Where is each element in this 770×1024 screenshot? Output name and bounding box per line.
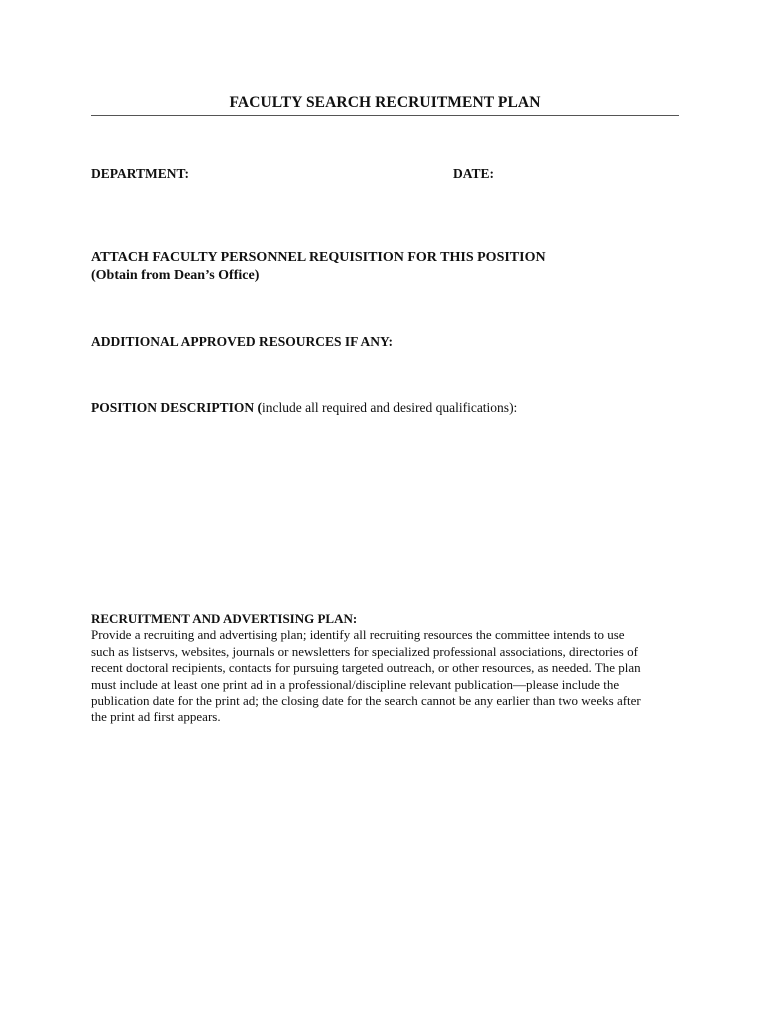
attach-requisition-section	[91, 249, 546, 285]
position-description-hint: include all required and desired qualifications):	[262, 400, 518, 415]
page-title: FACULTY SEARCH RECRUITMENT PLAN	[229, 94, 541, 111]
position-description-heading: POSITION DESCRIPTION (	[91, 400, 263, 415]
date-label: DATE:	[453, 166, 495, 181]
recruitment-plan-line: Provide a recruiting and advertising plan; identify all recruiting resources the committee intends to use	[91, 627, 625, 643]
additional-resources-label: ADDITIONAL APPROVED RESOURCES IF ANY:	[91, 334, 394, 349]
recruitment-plan-section	[91, 611, 681, 726]
attach-requisition-heading: ATTACH FACULTY PERSONNEL REQUISITION FOR THIS POSITION	[91, 250, 546, 265]
recruitment-plan-heading: RECRUITMENT AND ADVERTISING PLAN:	[91, 611, 358, 626]
recruitment-plan-line: must include at least one print ad in a professional/discipline relevant publication—please include the	[91, 676, 620, 692]
recruitment-plan-line: such as listservs, websites, journals or newsletters for specialized professional associations, directories of	[91, 643, 638, 659]
department-label: DEPARTMENT:	[91, 166, 190, 181]
recruitment-plan-line: recent doctoral recipients, contacts for pursuing targeted outreach, or other resources, as needed. The plan	[91, 660, 641, 676]
title-underline	[91, 115, 679, 116]
recruitment-plan-line: the print ad first appears.	[91, 709, 221, 725]
attach-requisition-note: (Obtain from Dean’s Office)	[91, 268, 260, 283]
position-description-label	[91, 400, 517, 416]
recruitment-plan-line: publication date for the print ad; the closing date for the search cannot be any earlier than two weeks after	[91, 693, 641, 709]
